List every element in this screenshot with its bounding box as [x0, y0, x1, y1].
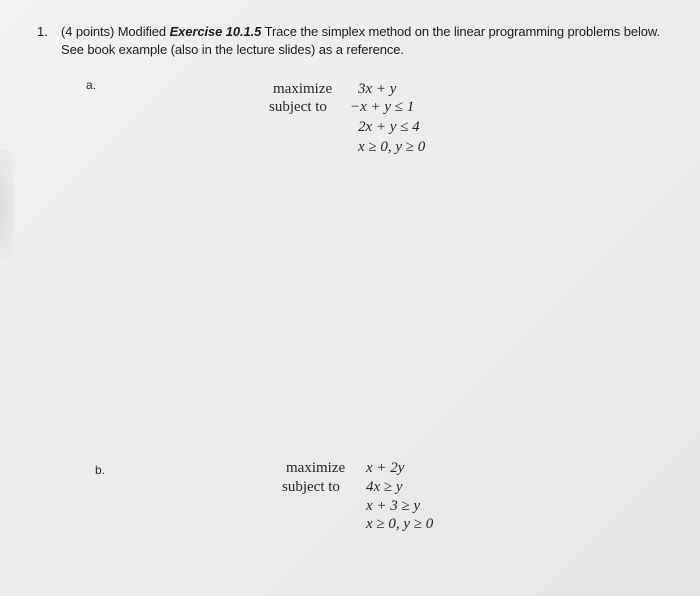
instruction-text: Trace the simplex method on the linear programming problems below.: [261, 24, 660, 39]
question-text-line1: [61, 24, 660, 39]
part-a-label: a.: [86, 78, 97, 92]
constraint-1: 4x ≥ y: [366, 479, 403, 495]
constraint-2: 2x + y ≤ 4: [358, 119, 420, 135]
subject-to-keyword: subject to: [269, 99, 327, 115]
constraint-1: −x + y ≤ 1: [350, 99, 415, 115]
question-text-line2: See book example (also in the lecture slides) as a reference.: [61, 42, 404, 57]
part-b-label: b.: [95, 463, 106, 477]
page-edge-shadow: [0, 150, 14, 260]
nonnegativity-constraint: x ≥ 0, y ≥ 0: [358, 139, 426, 155]
objective-function: 3x + y: [358, 81, 397, 97]
subject-to-keyword: subject to: [282, 479, 340, 495]
question-number: 1.: [37, 24, 48, 39]
exercise-ref: Exercise 10.1.5: [169, 24, 262, 39]
maximize-keyword: maximize: [273, 81, 333, 97]
maximize-keyword: maximize: [286, 460, 346, 476]
nonnegativity-constraint: x ≥ 0, y ≥ 0: [366, 516, 434, 532]
points-label: (4 points) Modified: [61, 24, 170, 39]
constraint-2: x + 3 ≥ y: [366, 498, 421, 514]
objective-function: x + 2y: [366, 460, 405, 476]
